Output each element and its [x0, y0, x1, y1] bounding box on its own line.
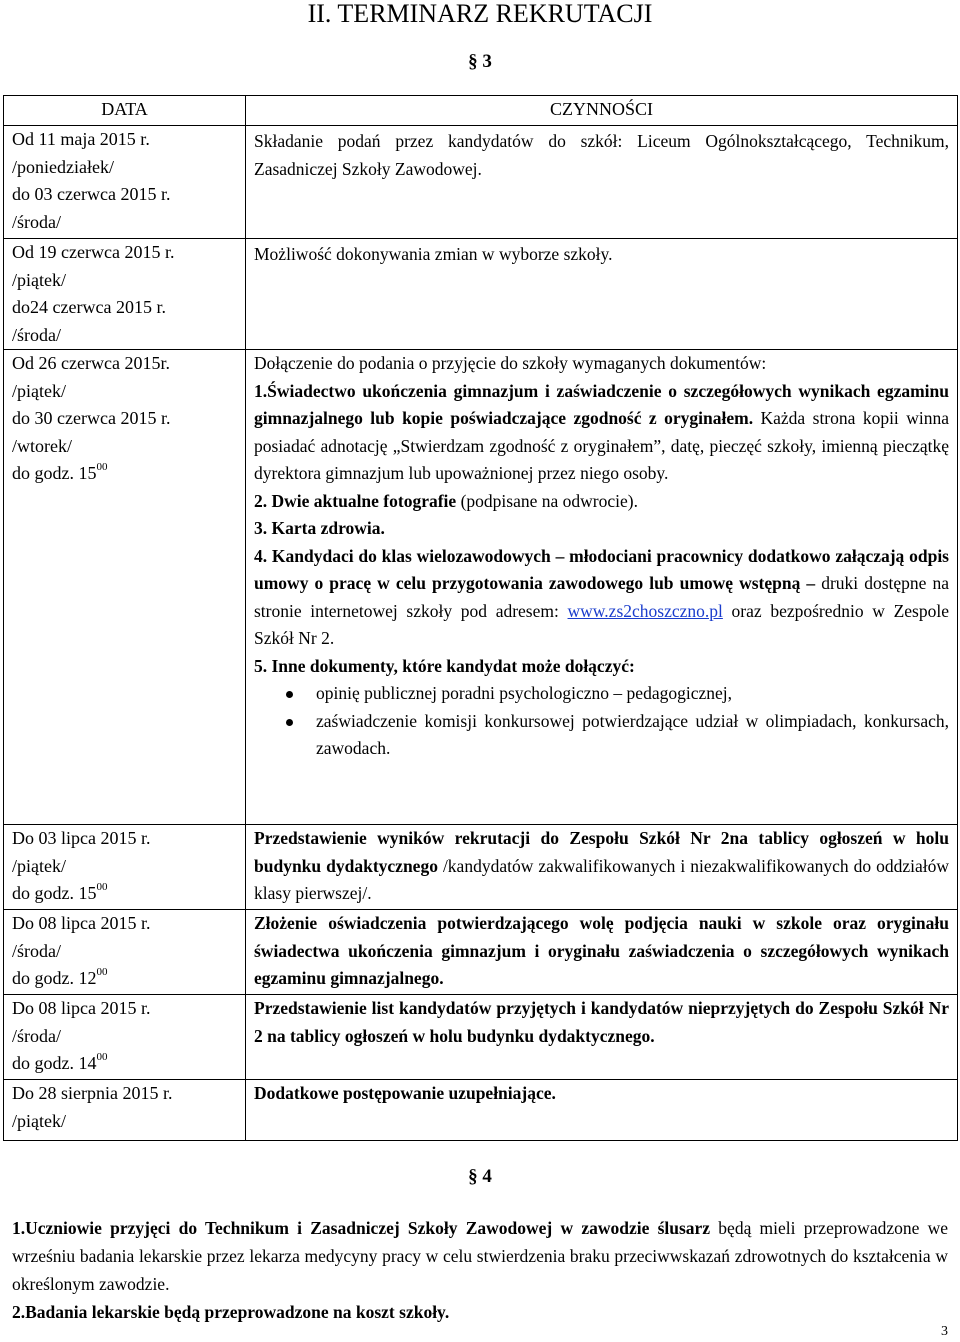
- date-cell-4: Do 03 lipca 2015 r. /piątek/ do godz. $15^{00}$: [4, 825, 246, 910]
- date-cell-1: Od 11 maja 2015 r. /poniedziałek/ do 03 czerwca 2015 r. /środa/: [4, 126, 246, 239]
- date-cell-5: Do 08 lipca 2015 r. /środa/ do godz. $12^{00}$: [4, 910, 246, 995]
- page-title: II. TERMINARZ REKRUTACJI: [307, 0, 653, 28]
- action-cell-4: Przedstawienie wyników rekrutacji do Zespołu Szkół Nr 2na tablicy ogłoszeń w holu budynku dydaktycznego /kandydatów zakwalifikowanych i niezakwalifikowanych do oddziałów klasy pierwszej/.: [246, 825, 958, 910]
- optional-documents-list: [254, 680, 949, 763]
- action-cell-5: Złożenie oświadczenia potwierdzającego wolę podjęcia nauki w szkole oraz oryginału świadectwa ukończenia gimnazjum i oryginału zaświadczenia o szczegółowych wynikach egzaminu gimnazjalnego.: [246, 910, 958, 995]
- date-cell-6: Do 08 lipca 2015 r. /środa/ do godz. $14^{00}$: [4, 995, 246, 1080]
- page-number: 3: [941, 1324, 948, 1339]
- section-4-marker: § 4: [468, 1166, 492, 1187]
- action-cell-7: Dodatkowe postępowanie uzupełniające.: [246, 1080, 958, 1141]
- school-website-link[interactable]: www.zs2choszczno.pl: [567, 600, 723, 621]
- action-cell-6: Przedstawienie list kandydatów przyjętych i kandydatów nieprzyjętych do Zespołu Szkół Nr 2 na tablicy ogłoszeń w holu budynku dydaktycznego.: [246, 995, 958, 1080]
- action-cell-1: Składanie podań przez kandydatów do szkół: Liceum Ogólnokształcącego, Technikum, Zasadniczej Szkoły Zawodowej.: [246, 126, 958, 239]
- list-item: zaświadczenie komisji konkursowej potwierdzające udział w olimpiadach, konkursach, zawodach.: [286, 708, 949, 763]
- action-cell-2: Możliwość dokonywania zmian w wyborze szkoły.: [246, 239, 958, 350]
- schedule-table: [3, 95, 958, 1141]
- section-3-marker: § 3: [468, 51, 492, 72]
- date-cell-3: Od 26 czerwca 2015r. /piątek/ do 30 czerwca 2015 r. /wtorek/ do godz. $15^{00}$: [4, 350, 246, 825]
- header-date: DATA: [4, 96, 246, 126]
- section-4-body: 1.Uczniowie przyjęci do Technikum i Zasadniczej Szkoły Zawodowej w zawodzie ślusarz będą mieli przeprowadzone we wrześniu badania lekarskie przez lekarza medycyny pracy w celu stwierdzenia braku przeciwwskazań zdrowotnych do kształcenia w określonym zawodzie. 2.Badania lekarskie będą przeprowadzone na koszt szkoły.: [12, 1218, 948, 1322]
- list-item: opinię publicznej poradni psychologiczno – pedagogicznej,: [286, 680, 949, 708]
- action-cell-3: Dołączenie do podania o przyjęcie do szkoły wymaganych dokumentów: 1.Świadectwo ukończenia gimnazjum i zaświadczenie o szczegółowych wynikach egzaminu gimnazjalnego lub kopie poświadczające zgodność z oryginałem. Każda strona kopii winna posiadać adnotację „Stwierdzam zgodność z oryginałem”, datę, pieczęć szkoły, imienną pieczątkę dyrektora gimnazjum lub upoważnionej przez niego osoby. 2. Dwie aktualne fotografie (podpisane na odwrociе). 3. Karta zdrowia. 4. Kandydaci do klas wielozawodowych – młodociani pracownicy dodatkowo załączają odpis umowy o pracę w celu przygotowania zawodowego lub umowę wstępną – druki dostępne na stronie internetowej szkoły pod adresem: www.zs2choszczno.pl oraz bezpośrednio w Zespole Szkół Nr 2. 5. Inne dokumenty, które kandydat może dołączyć: opinię publicznej poradni psychologiczno – pedagogicznej, zaświadczenie komisji konkursowej potwierdzające udział w olimpiadach, konkursach, zawodach.: [246, 350, 958, 825]
- date-cell-7: Do 28 sierpnia 2015 r. /piątek/: [4, 1080, 246, 1141]
- header-actions: CZYNNOŚCI: [246, 96, 958, 126]
- date-cell-2: Od 19 czerwca 2015 r. /piątek/ do24 czerwca 2015 r. /środa/: [4, 239, 246, 350]
